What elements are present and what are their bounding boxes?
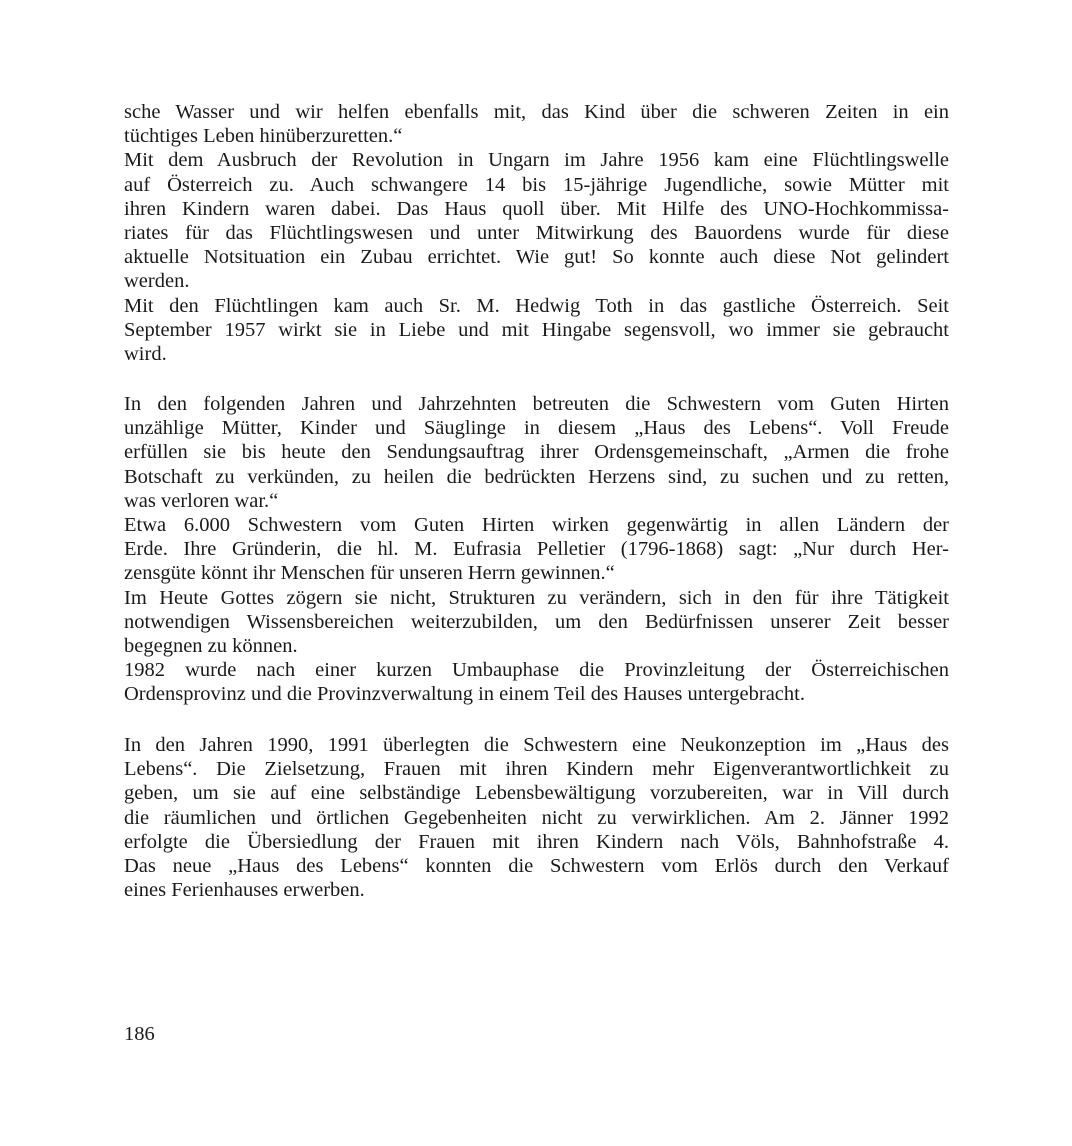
text-line: die räumlichen und örtlichen Gegebenheiten nicht zu verwirklichen. Am 2. Jänner 1992 (124, 806, 949, 829)
text-block-3 (124, 733, 949, 902)
text-line: Lebens“. Die Zielsetzung, Frauen mit ihren Kindern mehr Eigenverantwortlichkeit zu (124, 758, 949, 781)
text-line: In den folgenden Jahren und Jahrzehnten betreuten die Schwestern vom Guten Hirten (124, 393, 949, 415)
text-line: Das neue „Haus des Lebens“ konnten die Schwestern vom Erlös durch den Verkauf (124, 854, 949, 877)
text-line: Mit den Flüchtlingen kam auch Sr. M. Hedwig Toth in das gastliche Österreich. Seit (124, 294, 949, 317)
text-line: Ordensprovinz und die Provinzverwaltung in einem Teil des Hauses untergebracht. (124, 683, 805, 706)
text-line: werden. (124, 270, 190, 293)
text-line: erfüllen sie bis heute den Sendungsauftrag ihrer Ordensgemeinschaft, „Armen die frohe (124, 441, 949, 464)
text-line: Etwa 6.000 Schwestern vom Guten Hirten wirken gegenwärtig in allen Ländern der (124, 513, 949, 536)
text-line: tüchtiges Leben hinüberzuretten.“ (124, 125, 403, 148)
text-line: September 1957 wirkt sie in Liebe und mit Hingabe segensvoll, wo immer sie gebraucht (124, 318, 949, 341)
text-line: notwendigen Wissensbereichen weiterzubilden, um den Bedürfnissen unserer Zeit besser (124, 610, 949, 633)
text-line: aktuelle Notsituation ein Zubau errichtet. Wie gut! So konnte auch diese Not gelindert (124, 246, 949, 269)
page-number: 186 (124, 1023, 155, 1045)
text-line: riates für das Flüchtlingswesen und unter Mitwirkung des Bauordens wurde für diese (124, 221, 949, 244)
text-line: Botschaft zu verkünden, zu heilen die bedrückten Herzens sind, zu suchen und zu retten, (124, 465, 949, 488)
text-line: auf Österreich zu. Auch schwangere 14 bis 15-jährige Jugendliche, sowie Mütter mit (124, 173, 949, 196)
text-line: Mit dem Ausbruch der Revolution in Ungarn im Jahre 1956 kam eine Flüchtlingswelle (124, 149, 949, 172)
text-line: geben, um sie auf eine selbständige Lebensbewältigung vorzubereiten, war in Vill durch (124, 782, 949, 805)
text-line: was verloren war.“ (124, 489, 279, 512)
text-line: ihren Kindern waren dabei. Das Haus quoll über. Mit Hilfe des UNO-Hochkommissa- (124, 197, 949, 220)
text-line: 1982 wurde nach einer kurzen Umbauphase die Provinzleitung der Österreichischen (124, 659, 949, 682)
text-line: unzählige Mütter, Kinder und Säuglinge in diesem „Haus des Lebens“. Voll Freude (124, 417, 949, 440)
text-line: sche Wasser und wir helfen ebenfalls mit, das Kind über die schweren Zeiten in ein (124, 101, 949, 123)
text-block-1 (124, 100, 949, 366)
text-line: In den Jahren 1990, 1991 überlegten die Schwestern eine Neukonzeption im „Haus des (124, 734, 949, 756)
text-line: erfolgte die Übersiedlung der Frauen mit ihren Kindern nach Völs, Bahnhofstraße 4. (124, 830, 949, 853)
text-line: wird. (124, 342, 167, 365)
text-line: Im Heute Gottes zögern sie nicht, Strukturen zu verändern, sich in den für ihre Tätigkeit (124, 586, 949, 609)
text-line: Erde. Ihre Gründerin, die hl. M. Eufrasia Pelletier (1796-1868) sagt: „Nur durch Her- (124, 538, 949, 561)
text-line: begegnen zu können. (124, 634, 298, 657)
text-line: zensgüte könnt ihr Menschen für unseren Herrn gewinnen.“ (124, 562, 615, 585)
text-line: eines Ferienhauses erwerben. (124, 879, 365, 902)
text-block-2 (124, 392, 949, 706)
